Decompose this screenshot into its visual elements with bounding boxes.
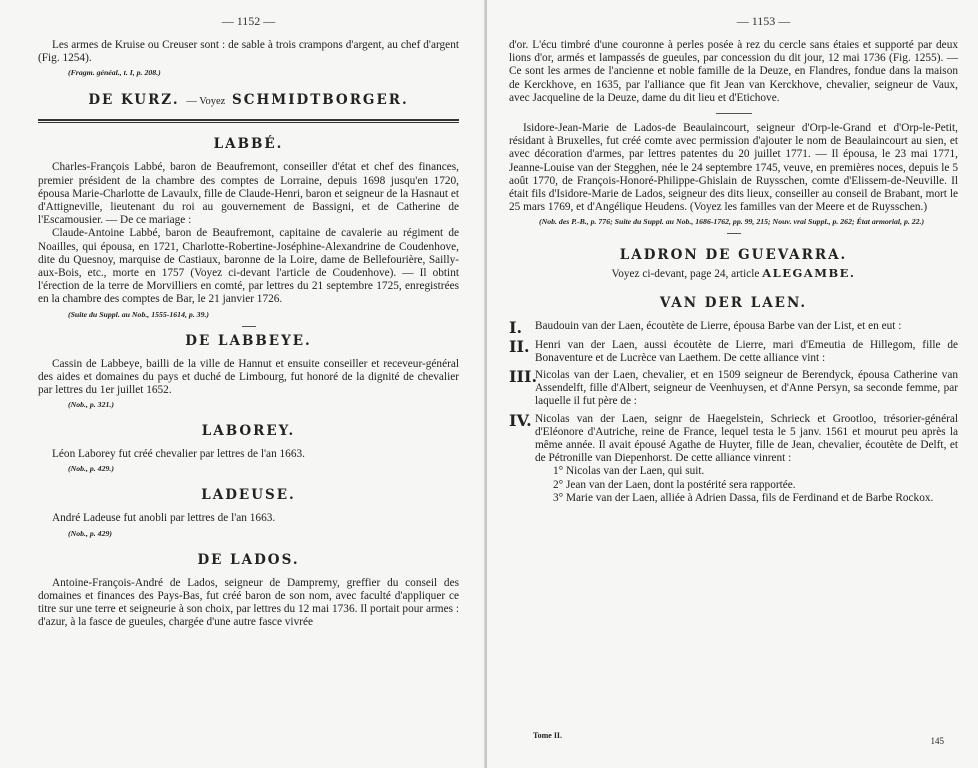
section-divider: [242, 326, 256, 327]
labbe-reference: (Suite du Suppl. au Nob., 1555-1614, p. 39.): [68, 309, 210, 319]
laborey-paragraph: Léon Laborey fut créé chevalier par lettres de l'an 1663.: [52, 448, 305, 461]
labbe-heading: LABBÉ.: [213, 136, 284, 153]
generation-4: [509, 410, 958, 466]
guevarra-heading: LADRON DE GUEVARRA.: [619, 247, 848, 264]
section-divider: [716, 113, 752, 114]
generation-2: [509, 336, 958, 365]
labbe-paragraph-1: Charles-François Labbé, baron de Beaufremont, conseiller d'état et chef des finances, premier président de la chambre des comptes de Lorraine, depuis 1698 jusqu'en 1720, épousa Marie-Charlotte de Lavaulx, fille de Claude-Henri, baron et seigneur de la Hasnaut et d'Attigneville, lieutenant du roi au gouvernement de Bassigni, et de Catherine de l'Escamousier. — De ce mariage :: [38, 161, 459, 227]
generation-2-number: II.: [509, 336, 530, 356]
ladeuse-paragraph: André Ladeuse fut anobli par lettres de l'an 1663.: [52, 512, 276, 525]
labbeye-heading: DE LABBEYE.: [185, 332, 312, 349]
generation-1: [509, 317, 958, 337]
laen-heading: VAN DER LAEN.: [659, 294, 808, 311]
ladeuse-reference: (Nob., p. 429): [68, 528, 112, 538]
child-3: 3° Marie van der Laen, alliée à Adrien Dassa, fils de Ferdinand et de Barbe Rockox.: [553, 491, 934, 504]
kurz-voyez: — Voyez: [186, 96, 226, 108]
generation-1-text: Baudouin van der Laen, écoutète de Lierre, épousa Barbe van der List, et en eut :: [535, 319, 902, 332]
generation-3-number: III.: [509, 367, 538, 387]
labbeye-reference: (Nob., p. 321.): [68, 400, 114, 410]
generation-3-text: Nicolas van der Laen, chevalier, et en 1509 seigneur de Berendyck, épousa Catherine van Assendelft, fille d'Albert, seigneur de Veenhuysen, et d'Anne Persyn, sa seconde femme, par laquelle il fut père de :: [535, 369, 958, 408]
generation-1-number: I.: [509, 317, 523, 337]
labbeye-paragraph: Cassin de Labbeye, bailli de la ville de Hannut et ensuite conseiller et receveur-général des aides et domaines du pays et duché de Limbourg, fut honoré de la dignité de chevalier par lettres du 1er juillet 1652.: [38, 357, 459, 397]
isidore-reference: (Nob. des P.-B., p. 776; Suite du Suppl. au Nob., 1686-1762, pp. 99, 215; Nouv. vrai Suppl., p. 262; État armorial, p. 22.): [539, 217, 925, 227]
page-number-right: — 1153 —: [736, 14, 791, 28]
page-number-left: — 1152 —: [221, 14, 276, 28]
child-1: 1° Nicolas van der Laen, qui suit.: [553, 465, 705, 478]
lados-heading: DE LADOS.: [197, 551, 300, 568]
right-page: [487, 0, 978, 768]
tome-label: Tome II.: [533, 731, 563, 740]
generation-3: [509, 369, 958, 409]
child-2: 2° Jean van der Laen, dont la postérité sera rapportée.: [553, 478, 796, 491]
generation-4-text: Nicolas van der Laen, seignr de Haegelstein, Schrieck et Grootloo, trésorier-général d'Eléonore d'Autriche, reine de France, lequel testa le 5 janv. 1561 et mourut peu après la même année. Il avait épousé Agathe de Huyter, fille de Jean, chevalier, écoutète de Delft, et de Pétronille van Diepenhorst. De cette alliance vinrent :: [535, 412, 958, 465]
guevarra-voyez: Voyez ci-devant, page 24, article: [611, 268, 760, 281]
double-rule-divider: [38, 119, 459, 123]
lados-continuation-paragraph: d'or. L'écu timbré d'une couronne à perles posée à rez du cercle sans étaies et supporté par deux lions d'or, armés et lampassés de gueules, par concession du dit jour, 12 mai 1736 (Fig. 1255). — Ce sont les armes de l'ancienne et noble famille de la Deuze, en Flandres, fondue dans la maison de Kerckhove, en 1635, par l'alliance que fit Jean van Kerckhove, chevalier, seigneur de Vaux, avec Jacqueline de la Deuze, dame du dit lieu et d'Etichove.: [509, 39, 958, 104]
generation-4-number: IV.: [509, 410, 532, 430]
kurz-title: DE KURZ.: [88, 92, 180, 109]
kurz-target: SCHMIDTBORGER.: [232, 92, 409, 109]
section-divider: [727, 233, 741, 234]
guevarra-target: ALEGAMBE.: [762, 266, 856, 281]
folio-number: 145: [930, 736, 944, 746]
kurz-heading: [38, 92, 459, 108]
isidore-paragraph: Isidore-Jean-Marie de Lados-de Beaulaincourt, seigneur d'Orp-le-Grand et d'Orp-le-Petit, résidant à Bruxelles, fut créé comte avec permission d'ajouter le nom de Beaulaincourt au sien, et avec décoration d'armes, par lettres patentes du 20 juillet 1771. — Il épousa, le 23 mai 1771, Jeanne-Louise van der Stegghen, née le 24 septembre 1745, veuve, en premières noces, depuis le 5 août 1770, de François-Honoré-Philippe-Ghislain de Ruysschen, comte d'Elissem-de-Neuville. Il était fils d'Isidore-Marie de Lados, seigneur des dits lieux, conseiller au conseil de Brabant, mort le 25 mars 1769, et d'Angélique Heudens. (Voyez les familles van der Meere et de Ruysschen.): [509, 122, 958, 214]
labbe-paragraph-2: Claude-Antoine Labbé, baron de Beaufremont, capitaine de cavalerie au régiment de Noailles, qui épousa, en 1721, Charlotte-Robertine-Joséphine-Alexandrine de Coudenhove, dite du Quesnoy, marquise de Castiaux, baronne de la Loire, dame de Bellefourière, Sailly-aux-Bois, etc., morte en 1757 (Voyez ci-devant l'article de Coudenhove). — Il obtint l'érection de la terre de Morvilliers en comté, par lettres du 21 septembre 1725, enregistrées en la chambre des comptes de Bar, le 21 janvier 1726.: [38, 227, 459, 306]
lados-paragraph: Antoine-François-André de Lados, seigneur de Dampremy, greffier du conseil des domaines et finances des Pays-Bas, fut créé baron de son nom, avec faculté d'appliquer ce titre sur une terre et seigneurie à son choix, par lettres du 12 mai 1736. Il portait pour armes : d'azur, à la fasce de gueules, chargée d'une autre fasce vivrée: [38, 576, 459, 629]
laborey-reference: (Nob., p. 429.): [68, 464, 114, 474]
left-page: [0, 0, 487, 768]
guevarra-voyez-line: [509, 267, 958, 281]
kruise-reference: (Fragm. généal., t. I, p. 208.): [68, 68, 161, 78]
generation-2-text: Henri van der Laen, aussi écoutète de Lierre, mari d'Emeutia de Hillegom, fille de Bonaventure et de Lucrèce van Laethem. De cette alliance vint :: [535, 338, 958, 364]
ladeuse-heading: LADEUSE.: [201, 487, 296, 504]
laborey-heading: LABOREY.: [201, 423, 296, 440]
kruise-paragraph: Les armes de Kruise ou Creuser sont : de sable à trois crampons d'argent, au chef d'argent (Fig. 1254).: [38, 39, 459, 65]
